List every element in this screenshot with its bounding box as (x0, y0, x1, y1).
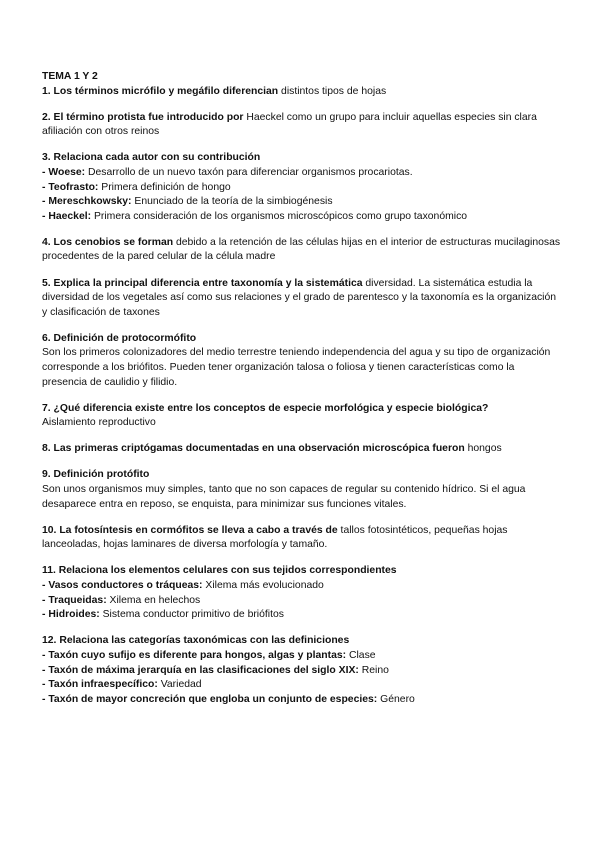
q9-question (42, 468, 562, 483)
q11-item-vasos (42, 579, 562, 594)
q2-question: 2. El término protista fue introducido por (42, 111, 244, 123)
q12-block (42, 634, 562, 707)
q3-item-mereschkowsky (42, 195, 562, 210)
q3-item-key: - Mereschkowsky: (42, 196, 132, 208)
q8-answer: hongos (464, 443, 502, 455)
q7-question-text: 7. ¿Qué diferencia existe entre los conceptos de especie morfológica y especie biológica? (42, 402, 489, 414)
q12-item-key: - Taxón de máxima jerarquía en las clasificaciones del siglo XIX: (42, 664, 359, 676)
q6-question-text: 6. Definición de protocormófito (42, 332, 197, 344)
q7-answer: Aislamiento reproductivo (42, 417, 156, 429)
q11-item-value: Xilema más evolucionado (202, 580, 324, 592)
q5-block (42, 277, 562, 321)
q1-answer: distintos tipos de hojas (278, 85, 387, 97)
q12-item-value: Género (377, 693, 415, 705)
q3-item-woese (42, 166, 562, 181)
q7-question (42, 402, 562, 417)
q10-line (42, 524, 562, 553)
q5-answer: diversidad. La sistemática estudia la diversidad de los vegetales así como sus relaciones y el grado de parentesco y la taxonomía es la organización y clasificación de taxones (42, 277, 557, 318)
q11-item-key: - Vasos conductores o tráqueas: (42, 580, 203, 592)
q7-block (42, 402, 562, 431)
q12-item-key: - Taxón infraespecífico: (42, 679, 158, 691)
q6-answer: Son los primeros colonizadores del medio terrestre teniendo independencia del agua y su tipo de organización corresponde a los briófitos. Pueden tener organización talosa o foliosa y tienen características como la presencia de caulidio y filidio. (42, 347, 551, 388)
q11-item-value: Xilema en helechos (106, 594, 201, 606)
q9-block (42, 468, 562, 512)
q3-block (42, 151, 562, 224)
document-title: TEMA 1 Y 2 (42, 71, 98, 82)
q11-item-key: - Hidroides: (42, 609, 100, 621)
q11-item-value: Sistema conductor primitivo de briófitos (99, 609, 284, 621)
q4-question: 4. Los cenobios se forman (42, 236, 174, 248)
q10-question: 10. La fotosíntesis en cormófitos se lleva a cabo a través de (42, 524, 338, 536)
q12-item-value: Clase (346, 649, 376, 661)
document-page (42, 70, 562, 707)
q2-answer: Haeckel como un grupo para incluir aquellas especies sin clara afiliación con otros reinos (42, 111, 537, 138)
q9-answer: Son unos organismos muy simples, tanto que no son capaces de regular su contenido hídrico. Si el agua desaparece entra en reposo, se enquista, para minimizar sus funciones vitales. (42, 484, 526, 510)
q12-item-reino (42, 664, 562, 679)
q4-answer: debido a la retención de las células hijas en el interior de estructuras mucilaginosas procedentes de la pared celular de la célula madre (42, 236, 561, 263)
q1-block (42, 70, 562, 99)
q10-block (42, 524, 562, 553)
q3-question (42, 151, 562, 166)
q6-block (42, 332, 562, 390)
q3-item-key: - Woese: (42, 166, 86, 178)
q3-item-teofrasto (42, 181, 562, 196)
q3-item-key: - Haeckel: (42, 210, 92, 222)
q4-line (42, 236, 562, 265)
q3-item-key: - Teofrasto: (42, 181, 99, 193)
q3-item-value: Primera definición de hongo (98, 181, 231, 193)
q3-item-value: Primera consideración de los organismos microscópicos como grupo taxonómico (91, 210, 468, 222)
q12-item-key: - Taxón de mayor concreción que engloba un conjunto de especies: (42, 693, 378, 705)
q5-line (42, 277, 562, 321)
q12-item-genero (42, 693, 562, 708)
q11-item-key: - Traqueidas: (42, 594, 107, 606)
q3-item-value: Enunciado de la teoría de la simbiogénesis (131, 196, 333, 208)
q11-item-traqueidas (42, 594, 562, 609)
q2-line (42, 111, 562, 140)
q11-question-text: 11. Relaciona los elementos celulares con sus tejidos correspondientes (42, 565, 397, 577)
q12-question (42, 634, 562, 649)
q12-item-value: Reino (358, 664, 389, 676)
q12-item-key: - Taxón cuyo sufijo es diferente para hongos, algas y plantas: (42, 649, 347, 661)
q2-block (42, 111, 562, 140)
q3-item-value: Desarrollo de un nuevo taxón para diferenciar organismos procariotas. (85, 166, 413, 178)
q11-block (42, 564, 562, 622)
q5-question: 5. Explica la principal diferencia entre taxonomía y la sistemática (42, 277, 363, 289)
q4-block (42, 236, 562, 265)
q12-item-clase (42, 649, 562, 664)
q1-question: 1. Los términos micrófilo y megáfilo diferencian (42, 85, 279, 97)
q11-item-hidroides (42, 608, 562, 623)
q3-item-haeckel (42, 210, 562, 225)
q3-question-text: 3. Relaciona cada autor con su contribución (42, 152, 261, 164)
q12-question-text: 12. Relaciona las categorías taxonómicas con las definiciones (42, 635, 350, 647)
q8-block (42, 442, 562, 457)
q11-question (42, 564, 562, 579)
q6-question (42, 332, 562, 347)
q12-item-variedad (42, 678, 562, 693)
q8-question: 8. Las primeras criptógamas documentadas en una observación microscópica fueron (42, 443, 465, 455)
q12-item-value: Variedad (157, 679, 202, 691)
q10-answer: tallos fotosintéticos, pequeñas hojas lanceoladas, hojas laminares de diversa morfología y tamaño. (42, 524, 508, 551)
q9-question-text: 9. Definición protófito (42, 469, 150, 481)
q8-line (42, 442, 562, 457)
q1-line (42, 85, 562, 100)
